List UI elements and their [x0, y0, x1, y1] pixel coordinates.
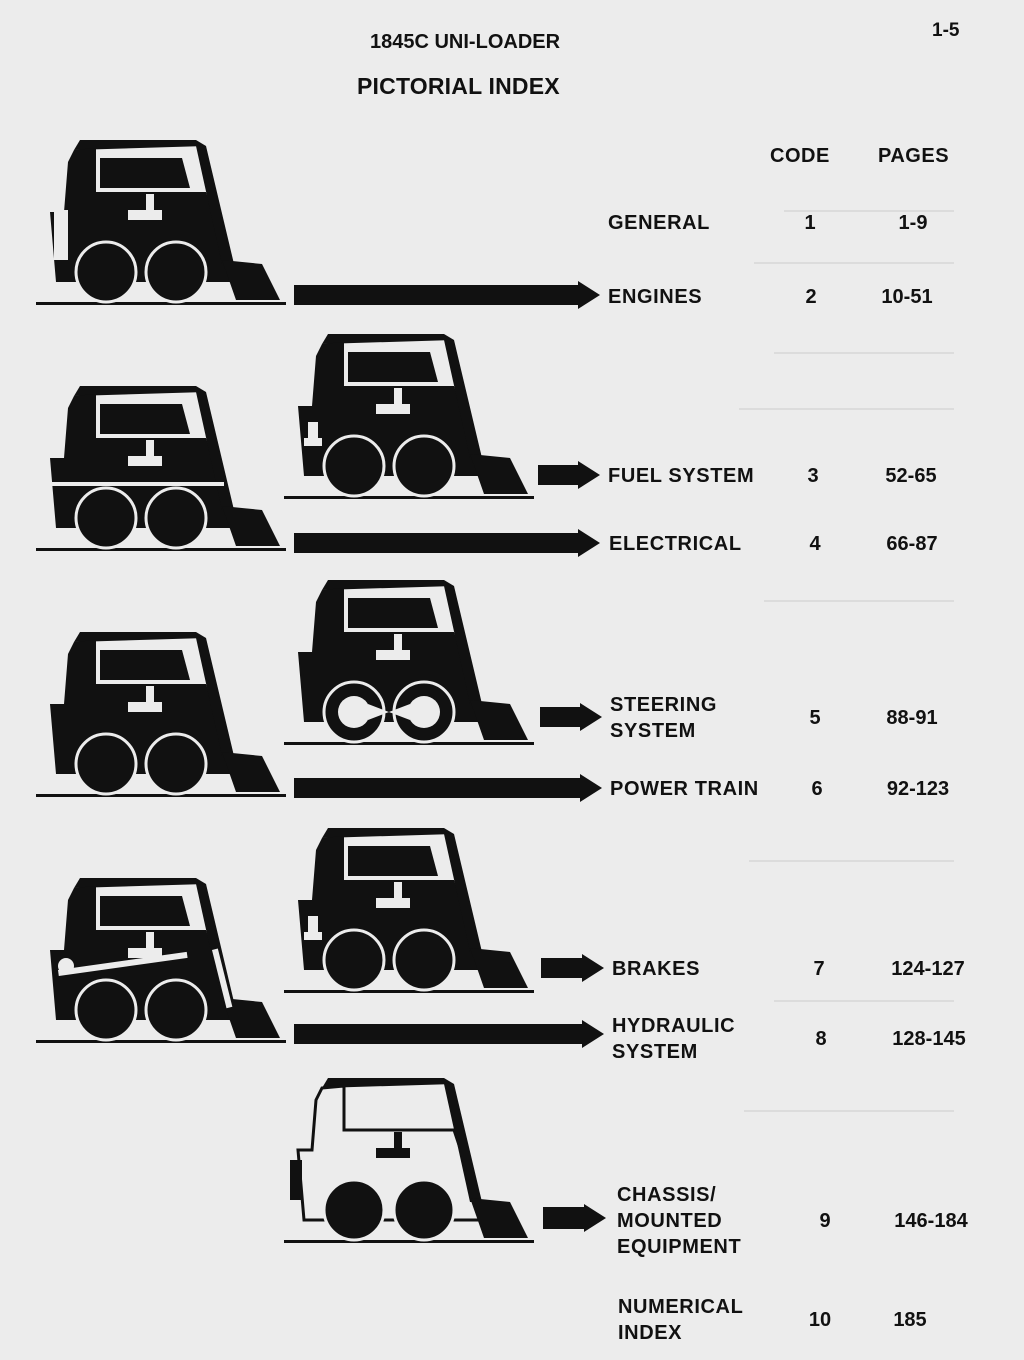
bleed-through-line — [764, 600, 954, 602]
section-code: 5 — [809, 707, 821, 729]
section-pages: 124-127 — [891, 958, 965, 980]
arrow-right-icon — [538, 461, 600, 489]
section-label — [612, 956, 700, 982]
arrow-head — [580, 774, 602, 802]
bleed-through-line — [739, 408, 954, 410]
arrow-head — [582, 954, 604, 982]
section-label-line: ELECTRICAL — [609, 533, 742, 555]
section-code: 4 — [809, 533, 821, 555]
section-label — [617, 1182, 741, 1260]
section-label-line: ENGINES — [608, 286, 703, 308]
arrow-right-icon — [294, 281, 600, 309]
section-pages: 88-91 — [886, 707, 938, 729]
loader-brakes-illustration — [284, 820, 534, 998]
section-label — [608, 284, 702, 310]
loader-hydraulic-illustration — [36, 870, 286, 1048]
arrow-shaft — [294, 1024, 584, 1044]
section-label-line: GENERAL — [608, 212, 710, 234]
section-code: 3 — [807, 465, 819, 487]
arrow-shaft — [541, 958, 584, 978]
section-label-line: FUEL SYSTEM — [608, 465, 755, 487]
section-pages: 66-87 — [886, 533, 938, 555]
section-pages: 10-51 — [881, 286, 933, 308]
arrow-head — [578, 529, 600, 557]
section-label-line: SYSTEM — [612, 1041, 698, 1063]
section-label-line: EQUIPMENT — [617, 1236, 742, 1258]
arrow-right-icon — [541, 954, 604, 982]
arrow-head — [584, 1204, 606, 1232]
arrow-shaft — [294, 533, 580, 553]
section-pages: 1-9 — [898, 212, 928, 234]
arrow-head — [578, 461, 600, 489]
arrow-right-icon — [540, 703, 602, 731]
section-title: PICTORIAL INDEX — [357, 73, 560, 99]
section-label — [609, 531, 742, 557]
bleed-through-line — [744, 1110, 954, 1112]
section-label — [608, 463, 754, 489]
section-label — [608, 210, 710, 236]
section-label — [618, 1294, 743, 1346]
bleed-through-line — [749, 860, 954, 862]
section-pages: 52-65 — [885, 465, 937, 487]
bleed-through-line — [774, 1000, 954, 1002]
section-pages: 185 — [893, 1309, 927, 1331]
arrow-right-icon — [294, 774, 602, 802]
document-title: 1845C UNI-LOADER — [370, 31, 561, 53]
section-label — [612, 1013, 735, 1065]
bleed-through-line — [774, 352, 954, 354]
arrow-head — [578, 281, 600, 309]
section-label-line: MOUNTED — [617, 1210, 723, 1232]
section-label — [610, 776, 759, 802]
arrow-head — [580, 703, 602, 731]
section-label-line: STEERING — [610, 694, 718, 716]
page-number: 1-5 — [932, 20, 960, 41]
loader-electrical-illustration — [36, 378, 286, 556]
section-label-line: HYDRAULIC — [612, 1015, 736, 1037]
section-label-line: SYSTEM — [610, 720, 696, 742]
section-label-line: POWER TRAIN — [610, 778, 759, 800]
section-label-line: INDEX — [618, 1322, 683, 1344]
arrow-head — [582, 1020, 604, 1048]
arrow-shaft — [540, 707, 582, 727]
arrow-shaft — [294, 778, 582, 798]
loader-power-train-illustration — [36, 624, 286, 802]
section-pages: 92-123 — [886, 778, 950, 800]
section-code: 10 — [808, 1309, 832, 1331]
section-pages: 128-145 — [892, 1028, 966, 1050]
section-code: 1 — [804, 212, 816, 234]
arrow-right-icon — [294, 529, 600, 557]
arrow-shaft — [543, 1207, 586, 1229]
section-label — [610, 692, 717, 744]
section-code: 6 — [811, 778, 823, 800]
section-label-line: NUMERICAL — [618, 1296, 744, 1318]
arrow-shaft — [294, 285, 580, 305]
loader-steering-illustration — [284, 572, 534, 750]
section-label-line: BRAKES — [612, 958, 701, 980]
code-column-header: CODE — [770, 145, 830, 167]
section-pages: 146-184 — [894, 1210, 968, 1232]
arrow-right-icon — [294, 1020, 604, 1048]
loader-engines-illustration — [36, 132, 286, 310]
bleed-through-line — [754, 262, 954, 264]
section-code: 2 — [805, 286, 817, 308]
section-label-line: CHASSIS/ — [617, 1184, 717, 1206]
loader-fuel-illustration — [284, 326, 534, 504]
arrow-right-icon — [543, 1204, 606, 1232]
section-code: 7 — [813, 958, 825, 980]
arrow-shaft — [538, 465, 580, 485]
pages-column-header: PAGES — [878, 145, 950, 167]
section-code: 9 — [819, 1210, 831, 1232]
loader-chassis-illustration — [284, 1064, 534, 1254]
section-code: 8 — [815, 1028, 827, 1050]
